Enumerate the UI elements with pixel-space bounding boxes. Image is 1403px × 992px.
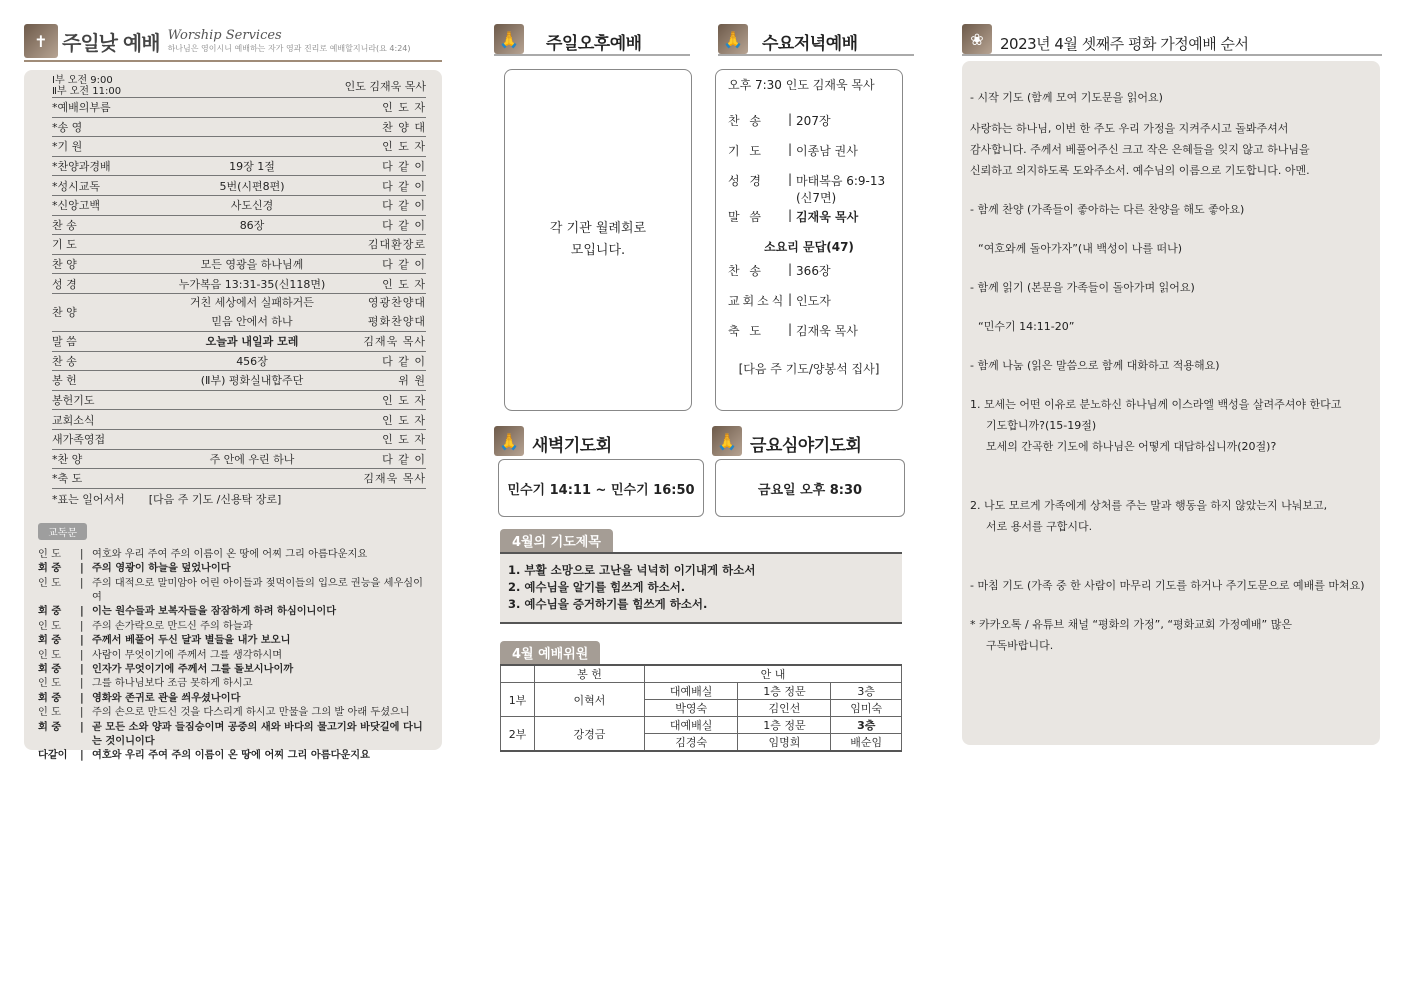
order-item: *예배의부름 [52, 101, 111, 115]
wednesday-header: 🙏 수요저녁예배 [718, 24, 914, 56]
order-person: 다 같 이 [382, 199, 426, 213]
order-person: 김재욱 목사 [363, 472, 426, 486]
order-content: (Ⅱ부) 평화실내합주단 [200, 374, 304, 388]
wed-row: 찬 송 | 207장 [728, 112, 831, 128]
order-item: *축 도 [52, 472, 83, 486]
responsive-line: 다같이 | 여호와 우리 주여 주의 이름이 온 땅에 어찌 그리 아름다운지요 [38, 750, 370, 762]
order-person: 인 도 자 [382, 140, 426, 154]
responsive-line: 회 중 | 영화와 존귀로 관을 씌우셨나이다 [38, 692, 241, 704]
afternoon-header: 🙏 주일오후예배 [494, 24, 690, 56]
family-worship-column [962, 0, 1382, 652]
wed-note: [다음 주 기도/양봉석 집사] [738, 362, 880, 376]
service-time-row [52, 74, 426, 98]
order-content: 456장 [236, 354, 268, 368]
order-item: 봉 헌 [52, 374, 77, 388]
wed-row: 성 경 | 마태복음 6:9-13 (신7면) [728, 172, 886, 205]
order-row [52, 255, 426, 275]
responsive-line: 회 중 | 이는 원수들과 보복자들을 잠잠하게 하려 하심이니이다 [38, 606, 337, 618]
family-worship-box: - 시작 기도 (함께 모여 기도문을 읽어요) 사랑하는 하나님, 이번 한 주도 우리 가정을 지켜주시고 돌봐주셔서 감사합니다. 주께서 베풀어주신 크고 작은 은혜들을 잊지 않고 하나님을 신뢰하고 의지하도록 도와주소서. 예수님의 이름으로 기도합니다. 아멘. - 함께 찬양 (가족들이 좋아하는 다른 찬양을 해도 좋아요) “여호와께 돌아가자”(내 백성이 나를 떠나) - 함께 읽기 (본문을 가족들이 돌아가며 읽어요) “민수기 14:11-20” - 함께 나눔 (읽은 말씀으로 함께 대화하고 적용해요) 1. 모세는 어떤 이유로 분노하신 하나님께 이스라엘 백성을 살려주셔야 한다고 기도합니까?(15-19절) 모세의 간곡한 기도에 하나님은 어떻게 대답하십니까(20절)? 2. 나도 모르게 가족에게 상처를 주는 말과 행동을 하지 않았는지 나눠보고, 서로 용서를 구합시다. - 마침 기도 (가족 중 한 사람이 마무리 기도를 하거나 주기도문으로 예배를 마쳐요) * 카카오톡 / 유튜브 채널 “평화의 가정”, “평화교회 가정예배” 많은 구독바랍니다. [962, 61, 1380, 745]
responsive-line: 인 도 | 사람이 무엇이기에 주께서 그를 생각하시며 [38, 649, 283, 661]
order-item: 찬 송 [52, 218, 77, 232]
prayer-item: 1. 부활 소망으로 고난을 넉넉히 이기내게 하소서 [508, 563, 756, 577]
order-item: 교회소식 [52, 413, 95, 427]
wednesday-box [715, 69, 903, 411]
committee-tab: 4월 예배위원 [500, 641, 600, 664]
order-content: 사도신경 [230, 199, 274, 213]
order-row [52, 137, 426, 157]
responsive-line: 인 도 | 주의 손으로 만드신 것을 다스리게 하시고 만물을 그의 발 아래 두셨으니 [38, 707, 410, 719]
praying-hands-icon: 🙏 [494, 426, 524, 456]
cross-icon: ✝ [24, 24, 58, 58]
responsive-reading [38, 548, 426, 764]
order-person: 인 도 자 [382, 394, 426, 408]
worship-header [24, 24, 442, 58]
wed-header: 오후 7:30 인도 김재욱 목사 [728, 78, 875, 92]
wed-row: 기 도 | 이종남 권사 [728, 142, 858, 158]
order-person: 김재욱 목사 [363, 335, 426, 349]
order-item: *성시교독 [52, 179, 101, 193]
order-person: 다 같 이 [382, 354, 426, 368]
prayer-item: 3. 예수님을 증거하기를 힘쓰게 하소서. [508, 597, 708, 611]
wed-row: 찬 송 | 366장 [728, 262, 831, 278]
order-person: 김대환장로 [367, 238, 426, 252]
friday-header: 🙏 금요심야기도회 [712, 424, 908, 456]
order-row [52, 332, 426, 352]
worship-verse: 하나님은 영이시니 예배하는 자가 영과 진리로 예배할지니라(요 4:24) [167, 44, 411, 53]
responsive-line: 회 중 | 인자가 무엇이기에 주께서 그를 돌보시나이까 [38, 663, 294, 675]
order-content: 오늘과 내일과 모레 [205, 335, 299, 349]
order-row [52, 118, 426, 138]
order-person: 다 같 이 [382, 258, 426, 272]
table-row: 김경숙 임명희 배순임 [501, 734, 902, 752]
order-content: 주 안에 우린 하나 [209, 452, 295, 466]
responsive-line: 인 도 | 그를 하나님보다 조금 못하게 하시고 [38, 678, 253, 690]
committee-header-offering: 봉 헌 [535, 665, 645, 683]
praying-hands-icon: 🙏 [712, 426, 742, 456]
order-item: *기 원 [52, 140, 83, 154]
order-person: 다 같 이 [382, 160, 426, 174]
responsive-line: 인 도 | 주의 대적으로 말미암아 어린 아이들과 젖먹이들의 입으로 권능을 세우심이여 [38, 577, 423, 603]
afternoon-box: 각 기관 월례회로 모입니다. [504, 69, 692, 411]
order-person: 위 원 [398, 374, 426, 388]
order-item: 기 도 [52, 238, 77, 252]
responsive-reading-tag: 교독문 [38, 523, 87, 540]
order-item: 봉헌기도 [52, 394, 95, 408]
service-time-2: Ⅱ부 오전 11:00 [52, 85, 122, 97]
worship-order-box [24, 70, 442, 762]
order-row [52, 469, 426, 489]
order-person: 다 같 이 [382, 218, 426, 232]
order-row [52, 176, 426, 196]
order-row [52, 235, 426, 255]
order-content: 5번(시편8편) [219, 179, 285, 193]
order-list [52, 98, 426, 294]
service-time-1: Ⅰ부 오전 9:00 [52, 74, 113, 86]
order-list [52, 332, 426, 489]
order-row [52, 274, 426, 294]
order-item: *신앙고백 [52, 199, 101, 213]
praying-hands-icon: 🙏 [718, 24, 748, 54]
order-row [52, 371, 426, 391]
order-person: 인 도 자 [382, 277, 426, 291]
table-row: 1부 이혁서 대예배실 1층 정문 3층 [501, 683, 902, 700]
order-row [52, 430, 426, 450]
order-row [52, 410, 426, 430]
wed-row: 축 도 | 김재욱 목사 [728, 322, 858, 338]
order-row [52, 450, 426, 470]
dawn-header: 🙏 새벽기도회 [494, 424, 704, 456]
order-item: 새가족영접 [52, 433, 106, 447]
order-person: 다 같 이 [382, 179, 426, 193]
wed-row: 말 씀 | 김재욱 목사 [728, 208, 859, 224]
order-row [52, 352, 426, 372]
friday-box: 금요일 오후 8:30 [715, 459, 905, 517]
wed-catechism: 소요리 문답(47) [764, 240, 854, 254]
order-person: 인 도 자 [382, 101, 426, 115]
stand-note: *표는 일어서서 [다음 주 기도 /신용탁 장로] [52, 492, 282, 506]
order-content: 누가복음 13:31-35(신118면) [178, 277, 326, 291]
prayer-topics [500, 529, 902, 624]
order-row-anthem: 찬 양 거친 세상에서 실패하거든 믿음 안에서 하나 영광찬양대 평화찬양대 [52, 294, 426, 332]
services-column [494, 0, 914, 749]
order-row [52, 216, 426, 236]
praying-hands-icon: 🙏 [494, 24, 524, 54]
responsive-line: 회 중 | 곧 모든 소와 양과 들짐승이며 공중의 새와 바다의 물고기와 바닷길에 다니는 것이니이다 [38, 721, 423, 747]
responsive-line: 인 도 | 여호와 우리 주여 주의 이름이 온 땅에 어찌 그리 아름다운지요 [38, 548, 368, 560]
worship-english-title: Worship Services [167, 28, 282, 43]
order-item: 말 씀 [52, 335, 77, 349]
order-item: 성 경 [52, 277, 77, 291]
order-item: 찬 송 [52, 354, 77, 368]
order-item: *송 영 [52, 120, 83, 134]
responsive-line: 회 중 | 주의 영광이 하늘을 덮었나이다 [38, 563, 231, 575]
order-item: *찬양과경배 [52, 160, 111, 174]
family-worship-title: 2023년 4월 셋째주 평화 가정예배 순서 [1000, 35, 1249, 53]
lotus-icon: ❀ [962, 24, 992, 54]
order-person: 다 같 이 [382, 452, 426, 466]
order-item: 찬 양 [52, 258, 77, 272]
family-worship-header [962, 24, 1382, 56]
order-person: 찬 양 대 [382, 120, 426, 134]
dawn-box: 민수기 14:11 ~ 민수기 16:50 [498, 459, 704, 517]
table-row: 2부 강경금 대예배실 1층 정문 3층 [501, 717, 902, 734]
committee-table [500, 664, 902, 752]
order-row [52, 98, 426, 118]
worship-title: 주일낮 예배 [62, 30, 160, 55]
table-row: 박영숙 김인선 임미숙 [501, 700, 902, 717]
responsive-line: 인 도 | 주의 손가락으로 만드신 주의 하늘과 [38, 620, 253, 632]
order-person: 인 도 자 [382, 413, 426, 427]
order-content: 19장 1절 [229, 160, 275, 174]
committee-header-guide: 안 내 [645, 665, 902, 683]
order-row [52, 157, 426, 177]
service-leader: 인도 김재욱 목사 [344, 79, 426, 93]
order-content: 모든 영광을 하나님께 [200, 258, 304, 272]
divider [24, 60, 442, 62]
prayer-item: 2. 예수님을 알기를 힘쓰게 하소서. [508, 580, 686, 594]
order-item: *찬 양 [52, 452, 83, 466]
order-row [52, 391, 426, 411]
prayer-tab: 4월의 기도제목 [500, 529, 613, 552]
worship-column [24, 0, 442, 762]
order-row [52, 196, 426, 216]
wed-row: 교회소식 | 인도자 [728, 292, 831, 308]
order-content: 86장 [239, 218, 265, 232]
responsive-line: 회 중 | 주께서 베풀어 두신 달과 별들을 내가 보오니 [38, 635, 291, 647]
worship-committee [500, 641, 902, 752]
order-person: 인 도 자 [382, 433, 426, 447]
